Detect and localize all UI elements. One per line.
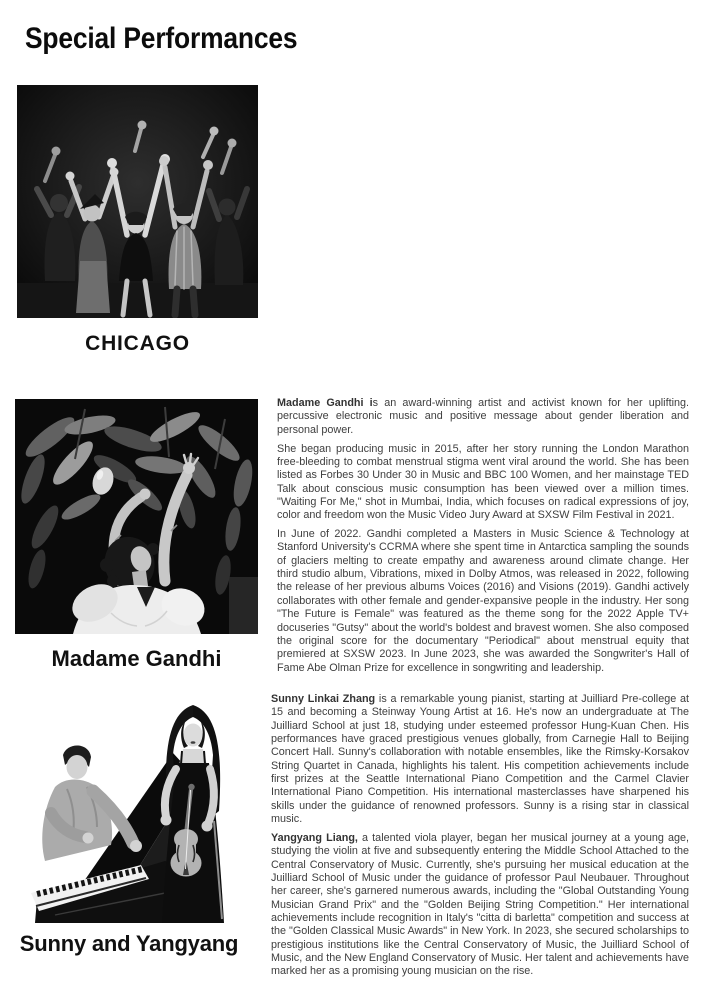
madame-gandhi-figure xyxy=(15,399,258,671)
chicago-label: CHICAGO xyxy=(85,332,190,355)
bio-lead-name: Yangyang Liang, xyxy=(271,831,358,844)
madame-gandhi-photo xyxy=(15,399,258,634)
bio-paragraph: Sunny Linkai Zhang is a remarkable young pianist, starting at Juilliard Pre-college at 15 and becoming a Steinway Young Artist at 16. He's now an undergraduate at The Juilliard School at just 18, studying under esteemed professor Hung-Kuan Chen. His performances have graced prestigious venues globally, from Carnegie Hall to Beijing Concert Hall. Sunny's collaboration with notable ensembles, like the Rimsky-Korsakov String Quartet in Canada, highlights his talent. His competition achievements include first prizes at the Seattle International Piano Competition and the Carmel Clavier International Piano Competition. His international masterclasses have sharpened his skills under the guidance of renowned professors. Sunny is a rising star in classical music. xyxy=(271,693,690,826)
bio-paragraph: In June of 2022. Gandhi completed a Masters in Music Science & Technology at Stanford University's CCRMA where she spent time in Antarctica sampling the sounds of glaciers melting to create empathy and awareness around climate change. Her third studio album, Vibrations, mixed in Dolby Atmos, was released in 2022, following the release of her previous albums Voices (2016) and Visions (2019). Gandhi actively collaborates with other female and gender-expansive people in the industry. Her song "The Future is Female" was featured as the theme song for the 2022 Apple TV+ docuseries "Gutsy" about the world's boldest and bravest women. She also composed the original score for the documentary "Periodical" about menstrual equity that premiered at SXSW 2023. In June 2023, she was awarded the Songwriter's Hall of Fame Abe Olman Prize for excellence in songwriting and leadership. xyxy=(277,528,689,674)
bio-lead-name: Sunny Linkai Zhang xyxy=(271,693,376,705)
bio-paragraph: Yangyang Liang, a talented viola player, began her musical journey at a young age, studying the violin at five and subsequently entering the Middle School Attached to the Central Conservatory of Music. Currently, she's pursuing her musical education at the Juilliard School of Music under the guidance of professor Paul Neubauer. Throughout her career, she's garnered numerous awards, including the "Global Outstanding Young Musician Grand Prix" and the "Golden Beijing String Competition." Her international achievements include recognition in Italy's "citta di barletta" competition and success at the "Golden Classical Music Awards" in New York. In 2023, she secured scholarships to prestigious institutions like the Central Conservatory of Music, the Juilliard School of Music, and the New England Conservatory of Music. Her talent and achievements have marked her as a promising young musician on the rise. xyxy=(271,831,689,978)
page-title: Special Performances xyxy=(25,22,298,55)
sunny-yangyang-photo xyxy=(15,693,243,923)
sunny-yangyang-bio xyxy=(271,693,689,984)
chicago-photo xyxy=(17,85,258,318)
bio-paragraph: She began producing music in 2015, after her story running the London Marathon free-bleeding to combat menstrual stigma went viral around the world. She has been listed as Forbes 30 Under 30 in Music and BBC 100 Women, and her mainstage TED Talk about conscious music consumption has been viewed over a million times. "Waiting For Me," shot in Mumbai, India, which focuses on radical expressions of joy, color and freedom won the Music Video Jury Award at SXSW Film Festival in 2021. xyxy=(277,442,689,522)
madame-gandhi-label: Madame Gandhi xyxy=(51,646,222,671)
sunny-yangyang-figure xyxy=(15,693,243,956)
sunny-yangyang-label: Sunny and Yangyang xyxy=(19,931,239,956)
bio-paragraph: Madame Gandhi is an award-winning artist and activist known for her uplifting. percussive electronic music and positive message about gender liberation and personal power. xyxy=(277,397,689,436)
madame-gandhi-bio xyxy=(277,397,689,680)
chicago-figure xyxy=(17,85,258,355)
bio-lead-name: Madame Gandhi i xyxy=(277,397,373,409)
